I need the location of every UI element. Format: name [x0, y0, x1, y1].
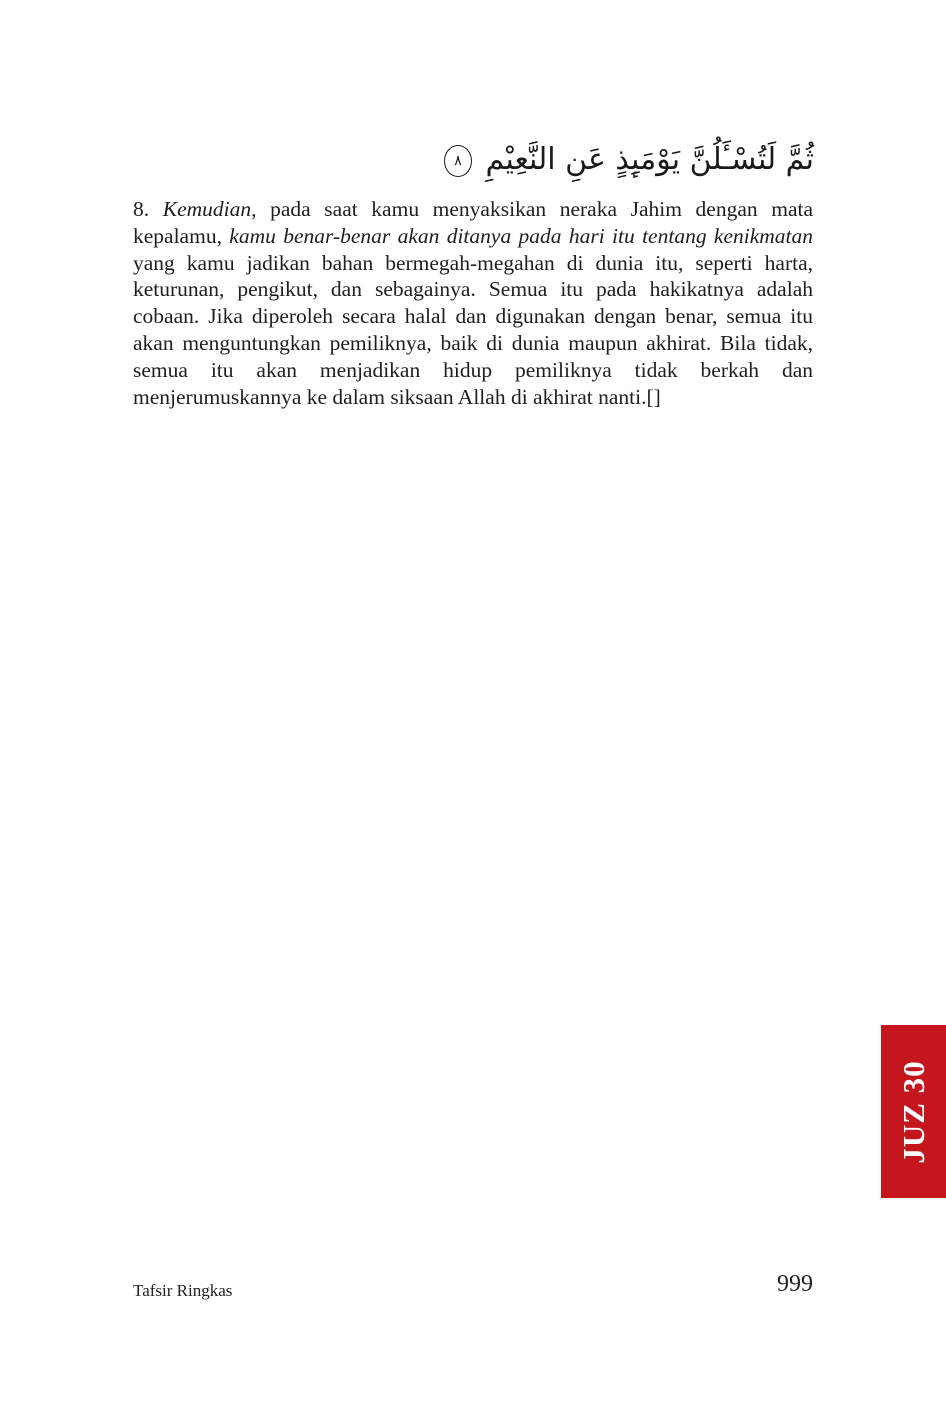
commentary-number: 8. — [133, 197, 150, 221]
verse-arabic-text: ثُمَّ لَتُسْـَٔلُنَّ يَوْمَىِٕذٍ عَنِ النَّعِيْمِ — [485, 142, 814, 177]
page-number: 999 — [777, 1271, 813, 1297]
commentary-segment-3: kamu benar-benar akan ditanya pada hari itu tentang kenikmatan — [229, 223, 814, 248]
juz-tab — [881, 1025, 946, 1198]
quran-verse — [132, 138, 814, 182]
footer-book-title: Tafsir Ringkas — [133, 1281, 233, 1300]
ayah-number-marker: ٨ — [444, 145, 472, 177]
commentary-segment-1: Kemudian, — [162, 197, 257, 221]
commentary-segment-4: yang kamu jadikan bahan bermegah-megahan di dunia itu, seperti harta, keturunan, pengikut, dan sebagainya. Semua itu pada hakikatnya adalah cobaan. Jika diperoleh secara halal dan digunakan dengan benar, semua itu akan menguntungkan pemiliknya, baik di dunia maupun akhirat. Bila tidak, semua itu akan menjadikan hidup pemiliknya tidak berkah dan menjerumuskannya ke dalam siksaan Allah di akhirat nanti.[] — [133, 250, 813, 409]
juz-tab-label: JUZ 30 — [895, 1059, 931, 1164]
commentary-text — [133, 196, 813, 410]
commentary-segment-2: pada saat kamu menyaksikan neraka Jahim dengan mata kepalamu, — [133, 197, 814, 248]
